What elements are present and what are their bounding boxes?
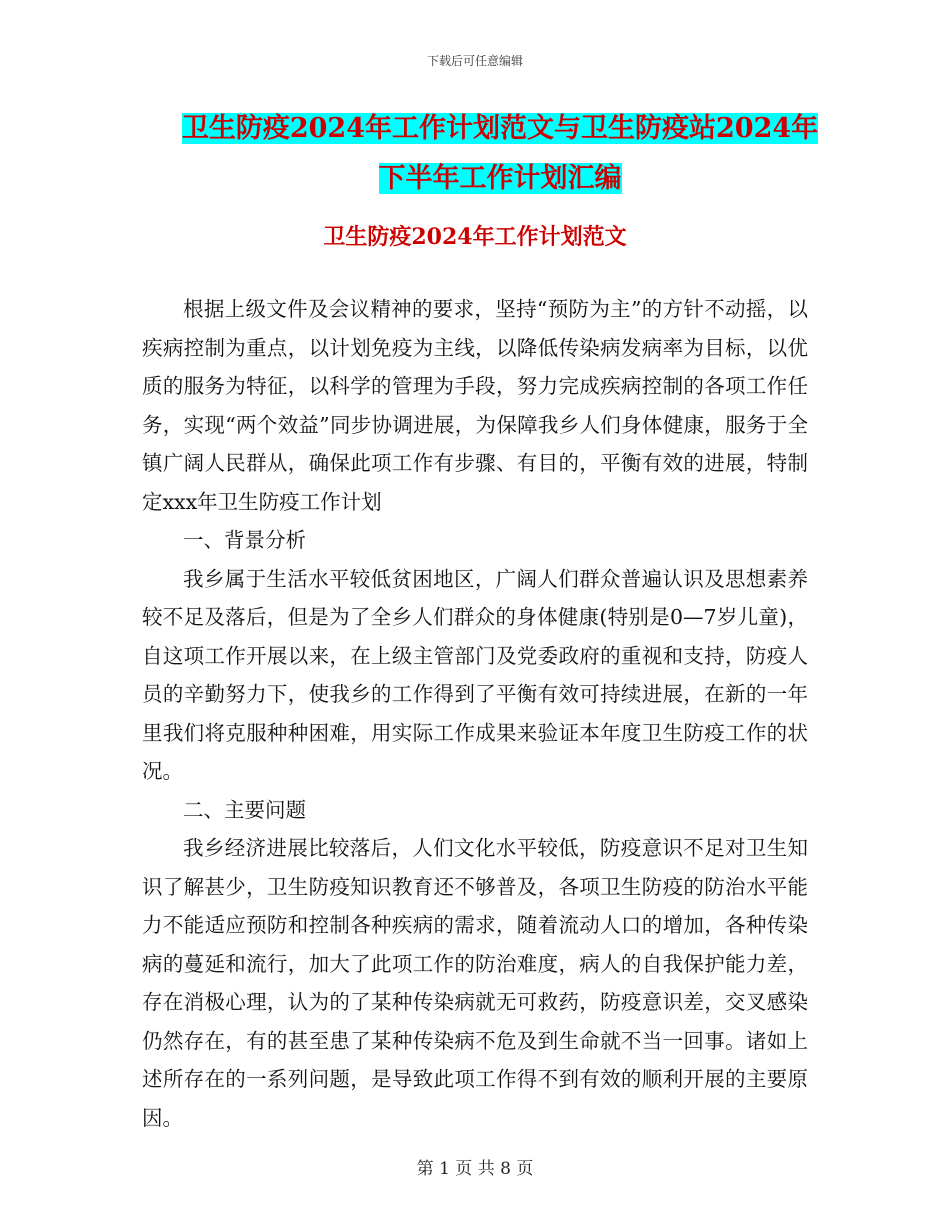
paragraph-background: 我乡属于生活水平较低贫困地区，广阔人们群众普遍认识及思想素养较不足及落后，但是为了全乡人们群众的身体健康(特别是0—7岁儿童)，自这项工作开展以来，在上级主管部门及党委政府的重视和支持，防疫人员的辛勤努力下，使我乡的工作得到了平衡有效可持续进展，在新的一年里我们将克服种种困难，用实际工作成果来验证本年度卫生防疫工作的状况。 (142, 566, 808, 783)
document-body (142, 290, 808, 1137)
section-title: 卫生防疫2024年工作计划范文 (323, 224, 627, 250)
heading-background: 一、背景分析 (183, 528, 306, 552)
page-footer: 第 1 页 共 8 页 (416, 1159, 534, 1179)
paragraph-intro: 根据上级文件及会议精神的要求，坚持“预防为主”的方针不动摇，以疾病控制为重点，以计划免疫为主线，以降低传染病发病率为目标，以优质的服务为特征，以科学的管理为手段，努力完成疾病控制的各项工作任务，实现“两个效益”同步协调进展，为保障我乡人们身体健康，服务于全镇广阔人民群从，确保此项工作有步骤、有目的，平衡有效的进展，特制定xxx年卫生防疫工作计划 (142, 297, 808, 514)
document-title (160, 104, 840, 204)
heading-problems: 二、主要问题 (183, 797, 306, 822)
title-line-2: 下半年工作计划汇编 (378, 163, 622, 194)
header-note: 下载后可任意编辑 (426, 54, 523, 68)
title-line-1: 卫生防疫2024年工作计划范文与卫生防疫站2024年 (181, 113, 819, 144)
paragraph-problems: 我乡经济进展比较落后，人们文化水平较低，防疫意识不足对卫生知识了解甚少，卫生防疫知识教育还不够普及，各项卫生防疫的防治水平能力不能适应预防和控制各种疾病的需求，随着流动人口的增加，各种传染病的蔓延和流行，加大了此项工作的防治难度，病人的自我保护能力差，存在消极心理，认为的了某种传染病就无可救药，防疫意识差，交叉感染仍然存在，有的甚至患了某种传染病不危及到生命就不当一回事。诸如上述所存在的一系列问题，是导致此项工作得不到有效的顺利开展的主要原因。 (142, 836, 808, 1130)
